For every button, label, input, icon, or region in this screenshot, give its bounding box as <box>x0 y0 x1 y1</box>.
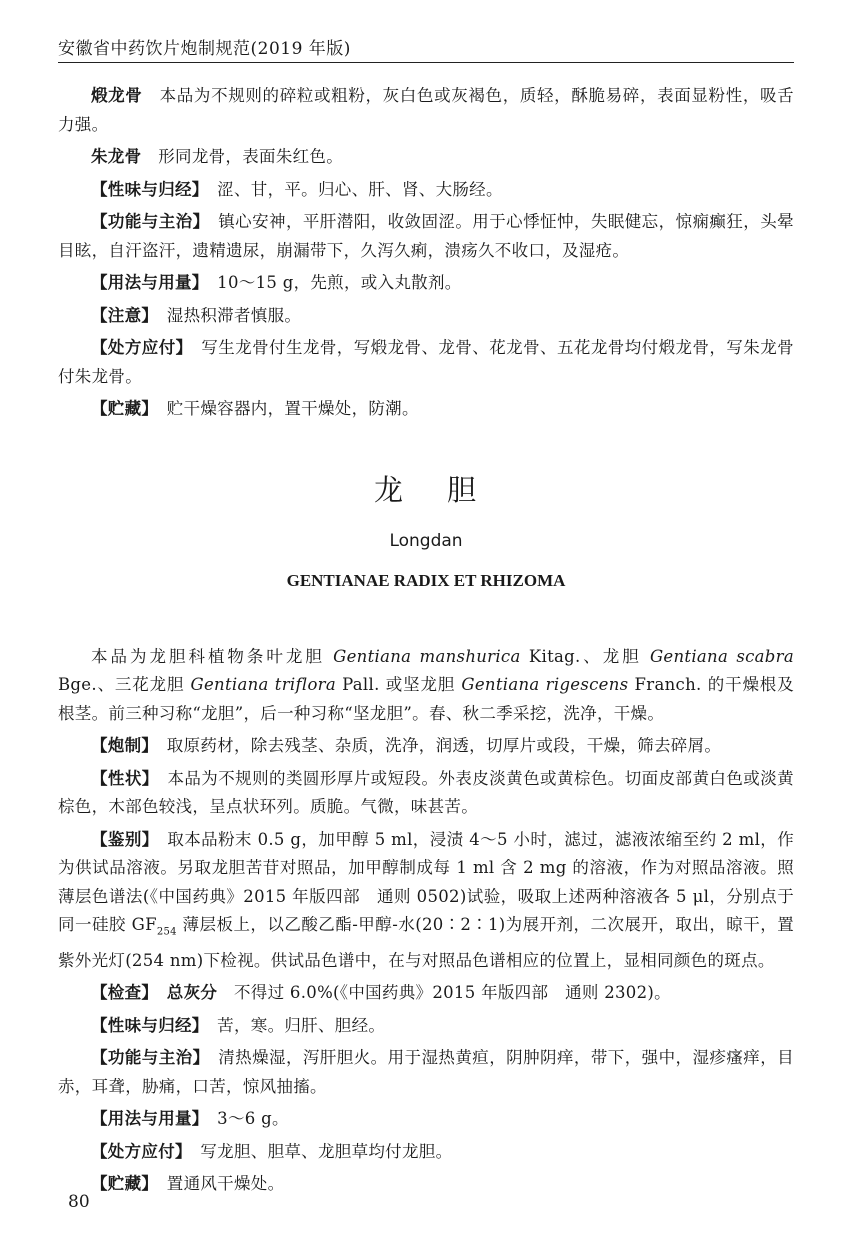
chufang-paragraph <box>58 334 794 391</box>
section-text: 苦，寒。归肝、胆经。 <box>217 1015 386 1035</box>
section-text: 清热燥湿，泻肝胆火。用于湿热黄疸，阴肿阴痒，带下，强中，湿疹瘙痒，目赤，耳聋，胁痛，口苦，惊风抽搐。 <box>58 1048 794 1096</box>
entry-pinyin: Longdan <box>389 530 463 551</box>
xingwei-paragraph <box>58 176 794 205</box>
section-label: 【性状】 <box>91 768 151 788</box>
section-text: 形同龙骨，表面朱红色。 <box>158 147 344 166</box>
species-name: Gentiana rigescens <box>461 675 629 694</box>
section-text: 取原药材，除去残茎、杂质，洗净，润透，切厚片或段，干燥，筛去碎屑。 <box>166 736 722 755</box>
section-label: 【功能与主治】 <box>91 212 202 231</box>
header-rule <box>58 62 794 63</box>
title-char: 胆 <box>447 472 479 507</box>
species-name: Gentiana triflora <box>190 675 337 694</box>
title-char: 龙 <box>373 472 405 507</box>
species-name: Gentiana manshurica <box>333 646 521 666</box>
section-text: 贮干燥容器内，置干燥处，防潮。 <box>166 399 419 418</box>
section-text: 本品为不规则的碎粒或粗粉，灰白色或灰褐色，质轻，酥脆易碎，表面显粉性，吸舌力强。 <box>58 86 794 134</box>
intro-paragraph <box>58 643 794 729</box>
section-text: 薄层板上，以乙酸乙酯-甲醇-水(20∶2∶1)为展开剂，二次展开，取出，晾干，置紫外光灯(254 nm)下检视。供试品色谱中，在与对照品色谱相应的位置上，显相同颜色的斑点。 <box>58 915 794 970</box>
entry-latin-name: GENTIANAE RADIX ET RHIZOMA <box>286 570 566 590</box>
running-header: 安徽省中药饮片炮制规范(2019 年版) <box>58 39 351 59</box>
chufang-paragraph <box>58 1138 794 1167</box>
section-label: 【贮藏】 <box>91 1174 150 1194</box>
section-text: 涩、甘，平。归心、肝、肾、大肠经。 <box>217 179 503 199</box>
section-label: 【炮制】 <box>91 736 150 755</box>
duanlonggu-paragraph <box>58 82 794 139</box>
page-number: 80 <box>68 1192 90 1212</box>
section-label: 【功能与主治】 <box>91 1048 202 1068</box>
zhuyi-paragraph <box>58 302 794 331</box>
section-label: 【性味与归经】 <box>91 179 201 199</box>
section-label: 【处方应付】 <box>91 338 185 357</box>
jiancha-paragraph <box>58 979 794 1008</box>
section-text: 镇心安神，平肝潜阳，收敛固涩。用于心悸怔忡，失眠健忘，惊痫癫狂，头晕目眩，自汗盗汗，遗精遗尿，崩漏带下，久泻久痢，溃疡久不收口，及湿疮。 <box>58 212 794 260</box>
section-text: 3～6 g。 <box>217 1109 289 1129</box>
section-text: 湿热积滞者慎服。 <box>166 305 302 325</box>
section-text: 10～15 g，先煎，或入丸散剂。 <box>217 273 462 292</box>
section-label: 【注意】 <box>91 305 150 325</box>
section-text: 写生龙骨付生龙骨，写煅龙骨、龙骨、花龙骨、五花龙骨均付煅龙骨，写朱龙骨付朱龙骨。 <box>58 338 794 386</box>
section-text: 取本品粉末 0.5 g，加甲醇 5 ml，浸渍 4～5 小时，滤过，滤液浓缩至约 2 ml，作为供试品溶液。另取龙胆苦苷对照品，加甲醇制成每 1 ml 含 2 mg 的溶液，作为对照品溶液。照薄层色谱法(《中国药典》2015 年版四部 通则 0502)试验，吸取上述两种溶液各 5 μl，分别点于同一硅胶 GF <box>58 829 794 934</box>
section-label: 朱龙骨 <box>91 147 142 166</box>
intro-text: 本品为龙胆科植物条叶龙胆 <box>91 646 334 666</box>
section-label: 煅龙骨 <box>91 86 143 105</box>
gongneng-paragraph <box>58 208 794 265</box>
section-label: 【检查】 <box>91 983 150 1003</box>
section-text: 写龙胆、胆草、龙胆草均付龙胆。 <box>200 1141 453 1161</box>
intro-text: Franch. 的干燥根及根茎。前三种习称“龙胆”，后一种习称“坚龙胆”。春、秋二季采挖，洗净，干燥。 <box>58 675 794 723</box>
subscript: 254 <box>156 926 177 938</box>
species-name: Gentiana scabra <box>649 646 794 666</box>
jianbie-paragraph <box>58 826 794 976</box>
xingwei-paragraph <box>58 1012 794 1041</box>
page-content <box>58 82 794 1203</box>
section-sublabel: 总灰分 <box>166 983 218 1003</box>
intro-text: Kitag.、龙胆 <box>520 646 650 666</box>
section-label: 【用法与用量】 <box>91 273 201 292</box>
section-label: 【用法与用量】 <box>91 1109 201 1129</box>
section-label: 【处方应付】 <box>91 1141 184 1161</box>
gongneng-paragraph <box>58 1044 794 1101</box>
section-label: 【贮藏】 <box>91 399 150 418</box>
section-text: 不得过 6.0%(《中国药典》2015 年版四部 通则 2302)。 <box>233 983 671 1003</box>
zhucang-paragraph <box>58 1170 794 1199</box>
section-text: 置通风干燥处。 <box>166 1174 285 1194</box>
section-text: 本品为不规则的类圆形厚片或短段。外表皮淡黄色或黄棕色。切面皮部黄白色或淡黄棕色，木部色较浅，呈点状环列。质脆。气微，味甚苦。 <box>58 768 794 816</box>
intro-text: Bge.、三花龙胆 <box>58 675 191 694</box>
yongfa-paragraph <box>58 1105 794 1134</box>
yongfa-paragraph <box>58 269 794 298</box>
section-label: 【性味与归经】 <box>91 1015 201 1035</box>
entry-title <box>58 468 794 509</box>
zhucang-paragraph <box>58 395 794 424</box>
xingzhuang-paragraph <box>58 765 794 822</box>
paozhi-paragraph <box>58 732 794 761</box>
zhulonggu-paragraph <box>58 143 794 172</box>
section-label: 【鉴别】 <box>91 829 151 849</box>
intro-text: Pall. 或坚龙胆 <box>336 675 462 694</box>
